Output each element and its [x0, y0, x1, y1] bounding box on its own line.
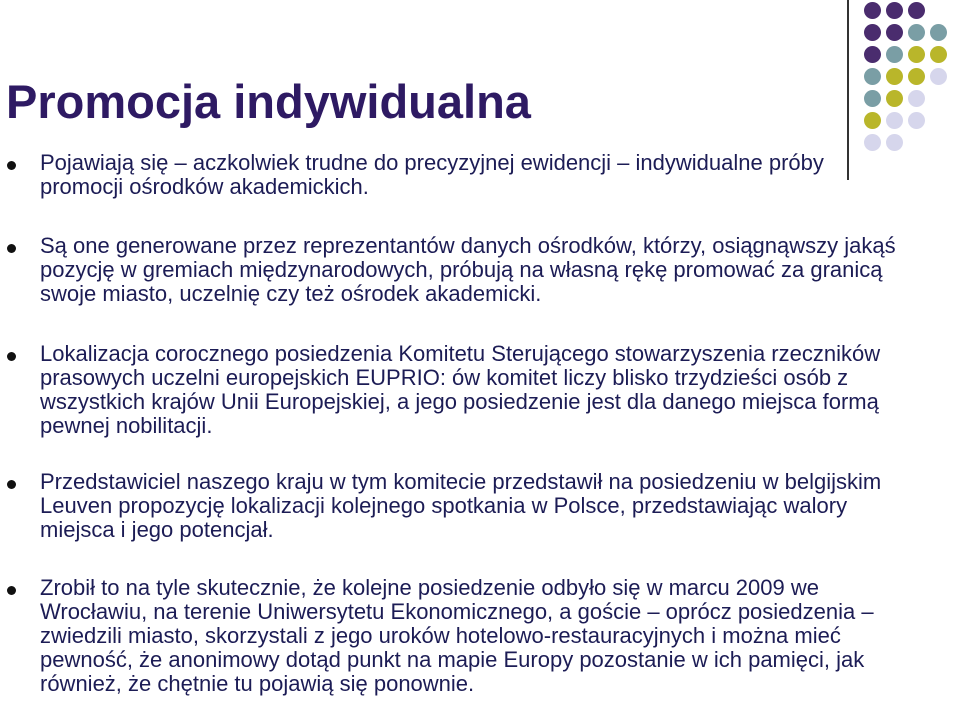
dot-icon: [886, 112, 903, 129]
dot-icon: [908, 46, 925, 63]
dot-icon: [930, 46, 947, 63]
bullet-icon: [7, 161, 16, 170]
dot-icon: [908, 112, 925, 129]
dot-icon: [908, 24, 925, 41]
dot-icon: [864, 90, 881, 107]
dot-icon: [886, 2, 903, 19]
bullet-text: Pojawiają się – aczkolwiek trudne do precyzyjnej ewidencji – indywidualne próby promocji ośrodków akademickich.: [40, 150, 824, 199]
dot-icon: [930, 24, 947, 41]
dot-icon: [908, 2, 925, 19]
bullet-icon: [7, 244, 16, 253]
bullet-text: Przedstawiciel naszego kraju w tym komitecie przedstawił na posiedzeniu w belgijskim Leuven propozycję lokalizacji kolejnego spotkania w Polsce, przedstawiając walory miejsca i jego potencjał.: [40, 469, 882, 542]
bullet-text: Są one generowane przez reprezentantów danych ośrodków, którzy, osiągnąwszy jakąś pozycję w gremiach międzynarodowych, próbują na własną rękę promować za granicą swoje miasto, uczelnię czy też ośrodek akademicki.: [40, 233, 896, 306]
dot-icon: [886, 90, 903, 107]
dot-icon: [864, 68, 881, 85]
dot-icon: [864, 134, 881, 151]
dot-icon: [864, 24, 881, 41]
dot-icon: [886, 24, 903, 41]
dot-icon: [886, 68, 903, 85]
dot-icon: [908, 90, 925, 107]
bullet-icon: [7, 352, 16, 361]
dot-icon: [930, 68, 947, 85]
dot-icon: [886, 134, 903, 151]
dot-icon: [908, 68, 925, 85]
bullet-icon: [7, 586, 16, 595]
bullet-text: Zrobił to na tyle skutecznie, że kolejne posiedzenie odbyło się w marcu 2009 we Wrocławiu, na terenie Uniwersytetu Ekonomicznego, a goście – oprócz posiedzenia – zwiedzili miasto, skorzystali z jego uroków hotelowo-restauracyjnych i można mieć pewność, że anonimowy dotąd punkt na mapie Europy pozostanie w ich pamięci, jak również, że chętnie tu pojawią się ponownie.: [40, 575, 874, 696]
dot-icon: [886, 46, 903, 63]
dot-icon: [864, 112, 881, 129]
dot-icon: [864, 46, 881, 63]
bullet-text: Lokalizacja corocznego posiedzenia Komitetu Sterującego stowarzyszenia rzeczników prasowych uczelni europejskich EUPRIO: ów komitet liczy blisko trzydzieści osób z wszystkich krajów Unii Europejskiej, a jego posiedzenie jest dla danego miejsca formą pewnej nobilitacji.: [40, 341, 881, 438]
dot-icon: [864, 2, 881, 19]
slide-title: Promocja indywidualna: [6, 75, 531, 128]
bullet-icon: [7, 480, 16, 489]
